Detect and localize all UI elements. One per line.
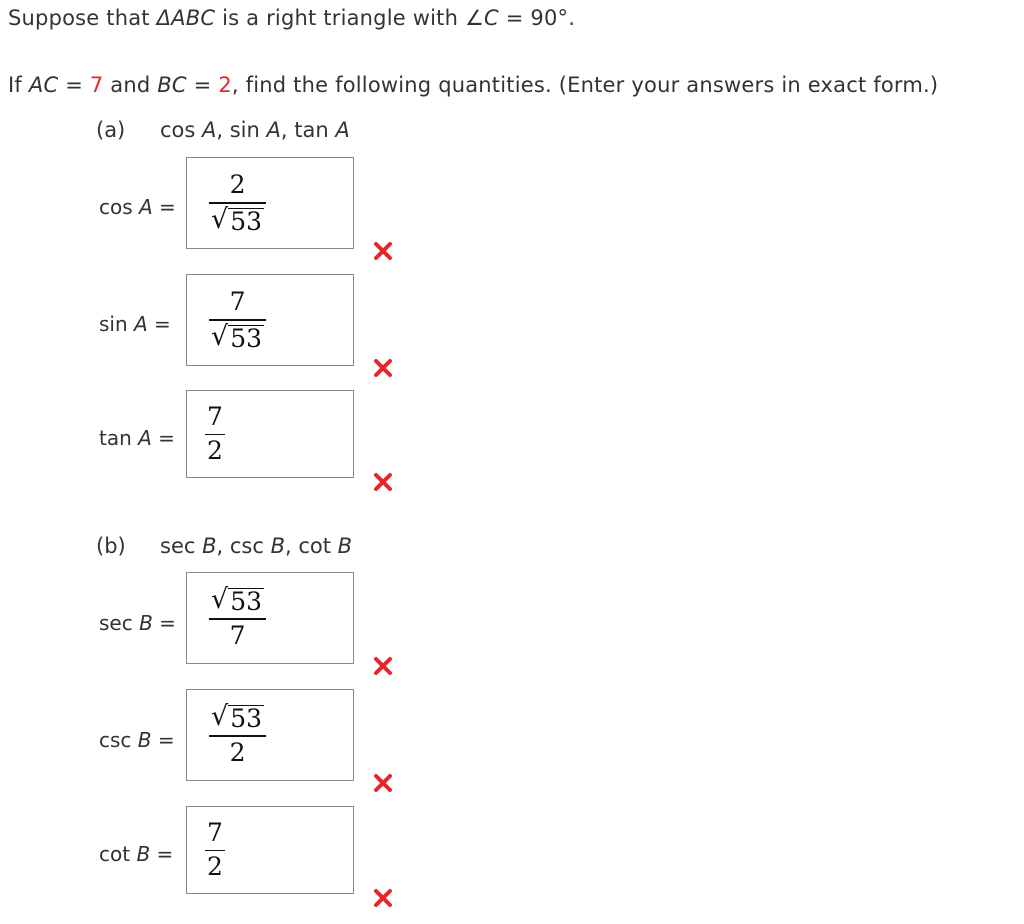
cos-a-answer [209, 158, 266, 248]
denominator: 2 [207, 852, 223, 882]
sqrt-icon: √ [211, 203, 229, 235]
part-b-label: (b) [96, 534, 126, 558]
denominator: 2 [207, 436, 223, 466]
x-mark-icon [373, 888, 393, 908]
problem-statement-line-2: If AC = 7 and BC = 2, find the following quantities. (Enter your answers in exact form.) [8, 73, 939, 97]
numerator: √ 53 [211, 701, 263, 734]
given-ac-value: 7 [89, 73, 104, 97]
cot-b-answer [205, 807, 225, 893]
denominator: √ 53 [211, 203, 263, 236]
numerator: 2 [229, 170, 246, 200]
sqrt-icon: √ [211, 320, 229, 352]
numerator: 7 [207, 817, 223, 847]
csc-b-answer [209, 690, 266, 780]
triangle-name: ΔABC [156, 6, 216, 30]
numerator: √ 53 [211, 584, 263, 617]
problem-statement-line-1: Suppose that ΔABC is a right triangle with ∠C = 90°. [8, 6, 576, 30]
angle-name: ∠C [464, 6, 499, 30]
fraction-bar [209, 618, 266, 620]
cos-a-answer-box[interactable] [186, 157, 354, 249]
part-b-title: (b) sec B, csc B, cot B [96, 534, 353, 558]
x-mark-icon [373, 773, 393, 793]
x-mark-icon [373, 656, 393, 676]
tan-a-label: tan A = [99, 426, 175, 450]
tan-a-answer [205, 391, 225, 477]
x-mark-icon [373, 241, 393, 261]
sec-b-label: sec B = [99, 611, 176, 635]
cot-b-answer-box[interactable] [186, 806, 354, 894]
csc-b-answer-box[interactable] [186, 689, 354, 781]
denominator: 7 [229, 620, 246, 650]
sin-a-answer-box[interactable] [186, 274, 354, 366]
sqrt-icon: √ [211, 701, 229, 733]
csc-b-label: csc B = [99, 728, 175, 752]
x-mark-icon [373, 472, 393, 492]
x-mark-icon [373, 358, 393, 378]
denominator: 2 [229, 737, 246, 767]
sin-a-label: sin A = [99, 312, 171, 336]
given-bc-value: 2 [218, 73, 232, 97]
sin-a-answer [209, 275, 266, 365]
cot-b-label: cot B = [99, 842, 174, 866]
tan-a-answer-box[interactable] [186, 390, 354, 478]
denominator: √ 53 [211, 320, 263, 353]
cos-a-label: cos A = [99, 195, 176, 219]
part-a-label: (a) [96, 118, 126, 142]
part-a-title: (a) cos A, sin A, tan A [96, 118, 350, 142]
numerator: 7 [207, 401, 223, 431]
sec-b-answer-box[interactable] [186, 572, 354, 664]
fraction-bar [205, 434, 225, 436]
fraction-bar [205, 850, 225, 852]
sqrt-icon: √ [211, 584, 229, 616]
numerator: 7 [229, 287, 246, 317]
sec-b-answer [209, 573, 266, 663]
fraction-bar [209, 735, 266, 737]
